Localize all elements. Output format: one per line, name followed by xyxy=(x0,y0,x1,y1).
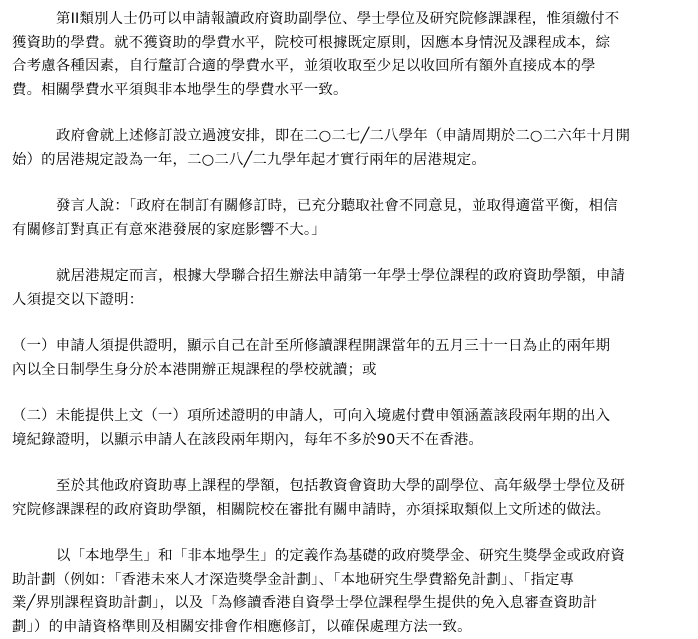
paragraph-line: 始）的居港規定設為一年，二○二八╱二九學年起才實行兩年的居港規定。 xyxy=(12,151,486,168)
paragraph-line: 業╱界別課程資助計劃」，以及「為修讀香港自資學士學位課程學生提供的免入息審查資助計 xyxy=(12,595,598,611)
paragraph-line: 獲資助的學費。就不獲資助的學費水平，院校可根據既定原則，因應本身情況及課程成本，綜 xyxy=(12,34,611,51)
paragraph-residence-requirement xyxy=(12,265,678,312)
paragraph-line: 就居港規定而言，根據大學聯合招生辦法申請第一年學士學位課程的政府資助學額，申請 xyxy=(56,268,626,284)
paragraph-line: 費。相關學費水平須與非本地學生的學費水平一致。 xyxy=(12,81,348,98)
paragraph-line: 劃」）的申請資格準則及相關安排會作相應修訂，以確保處理方法一致。 xyxy=(12,618,472,635)
paragraph-line: （二）未能提供上文（一）項所述證明的申請人，可向入境處付費申領涵蓋該段兩年期的出入 xyxy=(12,408,611,424)
paragraph-line: 究院修課課程的政府資助學額，相關院校在審批有關申請時，亦須採取類似上文所述的做法。 xyxy=(12,501,611,518)
paragraph-line: 有關修訂對真正有意來港發展的家庭影響不大。」 xyxy=(12,221,326,238)
paragraph-line: 助計劃（例如：「香港未來人才深造獎學金計劃」、「本地研究生學費豁免計劃」、「指定專 xyxy=(12,571,575,588)
paragraph-transition-arrangement xyxy=(12,125,678,172)
paragraph-scholarships xyxy=(12,545,678,639)
paragraph-category-ii-fees xyxy=(12,8,678,102)
paragraph-line: 境紀錄證明，以顯示申請人在該段兩年期內，每年不多於90天不在香港。 xyxy=(12,431,484,448)
paragraph-line: 至於其他政府資助專上課程的學額，包括教資會資助大學的副學位、高年級學士學位及研 xyxy=(56,478,626,494)
paragraph-proof-item-2 xyxy=(12,405,678,452)
paragraph-line: 合考慮各種因素，自行釐訂合適的學費水平，並須收取至少足以收回所有額外直接成本的學 xyxy=(12,58,596,74)
paragraph-proof-item-1 xyxy=(12,335,678,382)
paragraph-spokesman-quote xyxy=(12,195,678,242)
paragraph-line: 發言人說：「政府在制訂有關修訂時，已充分聽取社會不同意見，並取得適當平衡，相信 xyxy=(56,198,618,214)
paragraph-line: 以「本地學生」和「非本地學生」的定義作為基礎的政府獎學金、研究生獎學金或政府資 xyxy=(56,548,626,564)
paragraph-other-programmes xyxy=(12,475,678,522)
paragraph-line: 人須提交以下證明： xyxy=(12,291,144,308)
paragraph-line: 政府會就上述修訂設立過渡安排，即在二○二七╱二八學年（申請周期於二○二六年十月開 xyxy=(56,128,631,144)
paragraph-line: 內以全日制學生身分於本港開辦正規課程的學校就讀；或 xyxy=(12,361,377,378)
paragraph-line: （一）申請人須提供證明，顯示自己在計至所修讀課程開課當年的五月三十一日為止的兩年期 xyxy=(12,338,611,354)
paragraph-line: 第II類別人士仍可以申請報讀政府資助副學位、學士學位及研究院修課課程，惟須繳付不 xyxy=(56,11,620,27)
